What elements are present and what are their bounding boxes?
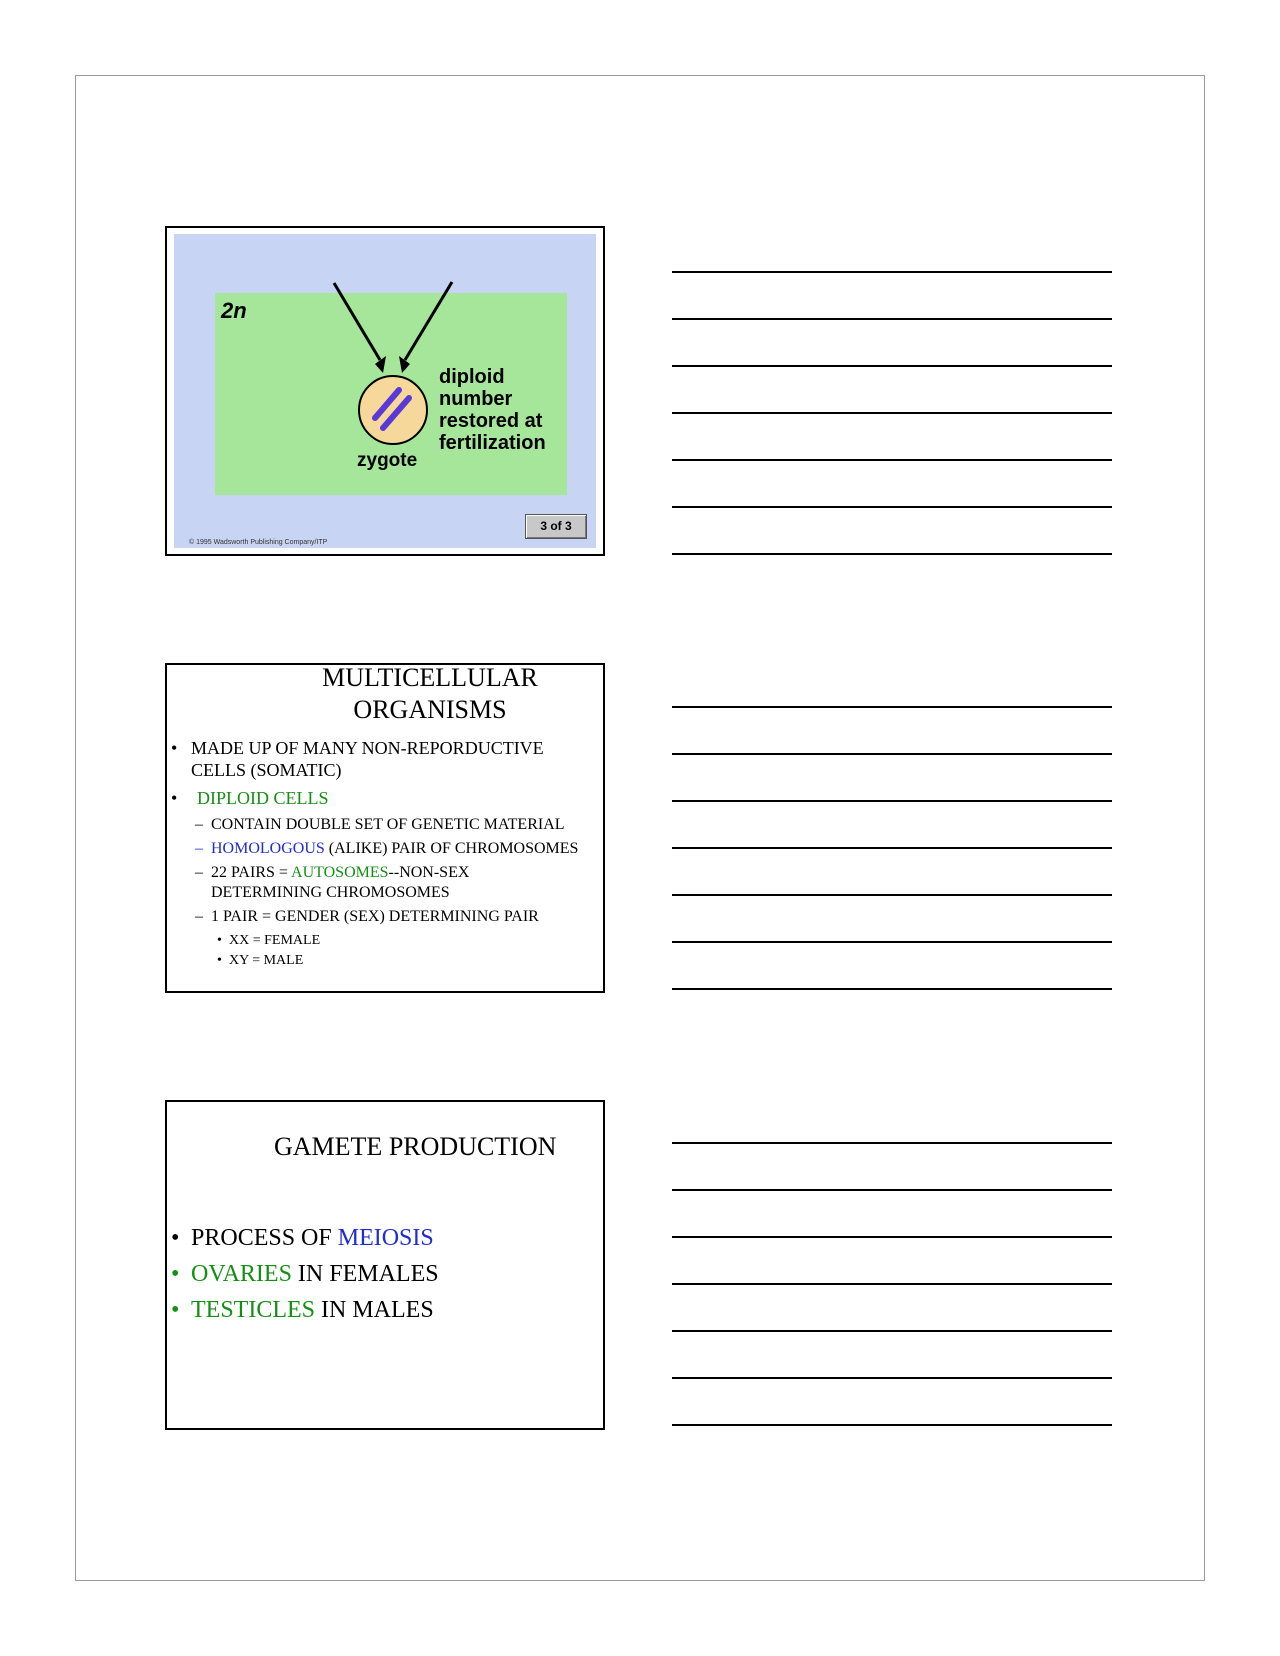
- caption-line: restored at: [439, 410, 543, 432]
- list-item-text: MADE UP OF MANY NON-REPORDUCTIVE: [191, 738, 544, 758]
- list-item-text: (ALIKE) PAIR OF CHROMOSOMES: [324, 840, 579, 857]
- note-line: [672, 1377, 1112, 1379]
- list-item: [171, 1292, 439, 1328]
- caption-line: number: [439, 388, 513, 410]
- note-line: [672, 459, 1112, 461]
- bullet-list: [171, 1220, 439, 1328]
- note-line: [672, 506, 1112, 508]
- note-line: [672, 1424, 1112, 1426]
- note-line: [672, 1330, 1112, 1332]
- list-item-text: 1 PAIR = GENDER (SEX) DETERMINING PAIR: [211, 908, 539, 925]
- title-line: MULTICELLULAR: [322, 663, 538, 692]
- note-line: [672, 412, 1112, 414]
- dash-glyph: –: [195, 864, 203, 881]
- sub-list-item: [171, 863, 601, 903]
- note-line: [672, 941, 1112, 943]
- sub-sub-list-item: [171, 931, 601, 951]
- list-item: [171, 787, 601, 809]
- list-item-text: --NON-SEX: [388, 864, 470, 881]
- sub-sub-list-item: [171, 951, 601, 971]
- note-line: [672, 1236, 1112, 1238]
- note-line: [672, 800, 1112, 802]
- sub-list-item: [171, 839, 601, 859]
- note-line: [672, 1283, 1112, 1285]
- caption-line: fertilization: [439, 432, 546, 454]
- list-item-text: XY = MALE: [229, 953, 304, 968]
- bullet-glyph: •: [171, 788, 178, 808]
- list-item-text: PROCESS OF: [191, 1225, 338, 1251]
- slide-title: GAMETE PRODUCTION: [274, 1132, 557, 1161]
- left-arrow-line: [334, 283, 380, 360]
- bullet-glyph: •: [171, 1297, 180, 1323]
- list-item-text: IN FEMALES: [291, 1261, 439, 1287]
- list-item: [171, 737, 601, 781]
- bullet-glyph: •: [217, 933, 222, 948]
- zygote-label: zygote: [357, 450, 418, 471]
- list-item-text: DETERMINING CHROMOSOMES: [211, 884, 450, 901]
- bullet-glyph: •: [171, 1225, 180, 1251]
- slide-zygote-diagram: [165, 226, 605, 556]
- bullet-glyph: •: [171, 1261, 180, 1287]
- highlight-term: MEIOSIS: [337, 1225, 434, 1251]
- highlight-term: TESTICLES: [191, 1297, 315, 1323]
- note-line: [672, 847, 1112, 849]
- right-arrow-line: [405, 282, 452, 360]
- list-item-text: IN MALES: [315, 1297, 434, 1323]
- list-item-text: XX = FEMALE: [229, 933, 321, 948]
- slide-gamete-production: [165, 1100, 605, 1430]
- copyright-text: © 1995 Wadsworth Publishing Company/ITP: [189, 539, 328, 546]
- caption-line: diploid: [439, 366, 505, 388]
- dash-glyph: –: [195, 908, 203, 925]
- highlight-term: HOMOLOGOUS: [211, 840, 325, 857]
- note-line: [672, 894, 1112, 896]
- list-item-text: CONTAIN DOUBLE SET OF GENETIC MATERIAL: [211, 816, 565, 833]
- highlight-term: OVARIES: [191, 1261, 292, 1287]
- note-line: [672, 1189, 1112, 1191]
- note-line: [672, 1142, 1112, 1144]
- diagram-caption: [439, 366, 546, 454]
- slide-multicellular: [165, 663, 605, 993]
- note-line: [672, 553, 1112, 555]
- note-line: [672, 318, 1112, 320]
- list-item: [171, 1256, 439, 1292]
- note-line: [672, 988, 1112, 990]
- slide-title: [167, 663, 603, 726]
- ploidy-label: 2n: [221, 298, 247, 323]
- list-item: [171, 1220, 439, 1256]
- note-line: [672, 753, 1112, 755]
- bullet-glyph: •: [217, 953, 222, 968]
- note-line: [672, 706, 1112, 708]
- dash-glyph: –: [195, 840, 203, 857]
- title-line: ORGANISMS: [353, 695, 507, 724]
- note-line: [672, 365, 1112, 367]
- list-item-text: CELLS (SOMATIC): [191, 760, 342, 780]
- dash-glyph: –: [195, 816, 203, 833]
- note-line: [672, 271, 1112, 273]
- highlight-term: AUTOSOMES: [291, 864, 389, 881]
- list-item-text: 22 PAIRS =: [211, 864, 292, 881]
- sub-list-item: [171, 907, 601, 927]
- bullet-list: [171, 737, 601, 971]
- zygote-cell: [359, 376, 427, 444]
- page-badge: 3 of 3: [525, 514, 587, 539]
- bullet-glyph: •: [171, 738, 178, 758]
- sub-list-item: [171, 815, 601, 835]
- highlight-term: DIPLOID CELLS: [197, 788, 329, 808]
